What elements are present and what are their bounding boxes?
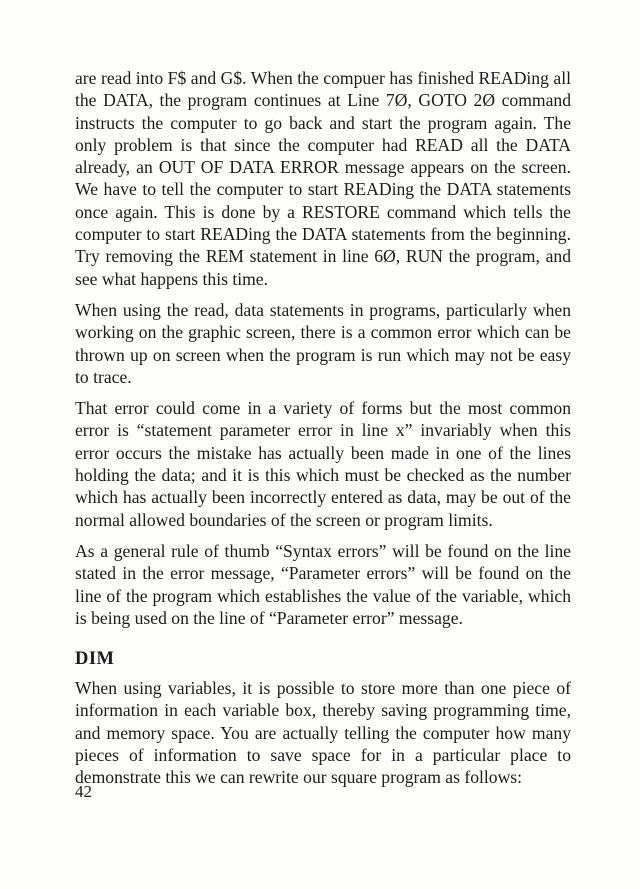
- paragraph-read-data-restore: are read into F$ and G$. When the compuer has finished READing all the DATA, the program continues at Line 7Ø, GOTO 2Ø command instructs the computer to go back and start the program again. The only problem is that since the computer had READ all the DATA already, an OUT OF DATA ERROR message appears on the screen. We have to tell the computer to start READing the DATA statements once again. This is done by a RESTORE command which tells the computer to start READing the DATA statements from the beginning. Try removing the REM statement in line 6Ø, RUN the program, and see what happens this time.: [75, 68, 571, 289]
- page-number: 42: [75, 782, 92, 801]
- section-heading-dim: DIM: [75, 649, 115, 670]
- paragraph-rule-of-thumb: As a general rule of thumb “Syntax errors” will be found on the line stated in the error message, “Parameter errors” will be found on the line of the program which establishes the value of the variable, which is being used on the line of “Parameter error” message.: [75, 540, 571, 628]
- paragraph-parameter-error: That error could come in a variety of forms but the most common error is “statement parameter error in line x” invariably when this error occurs the mistake has actually been made in one of the lines holding the data; and it is this which must be checked as the number which has actually been incorrectly entered as data, may be out of the normal allowed boundaries of the screen or program limits.: [75, 398, 571, 530]
- page-body: [75, 67, 571, 798]
- paragraph-common-error: When using the read, data statements in programs, particularly when working on the graphic screen, there is a common error which can be thrown up on screen when the program is run which may not be easy to trace.: [75, 299, 571, 387]
- paragraph-dim-intro: When using variables, it is possible to store more than one piece of information in each variable box, thereby saving programming time, and memory space. You are actually telling the computer how many pieces of information to save space for in a particular place to demonstrate this we can rewrite our square program as follows:: [75, 678, 571, 788]
